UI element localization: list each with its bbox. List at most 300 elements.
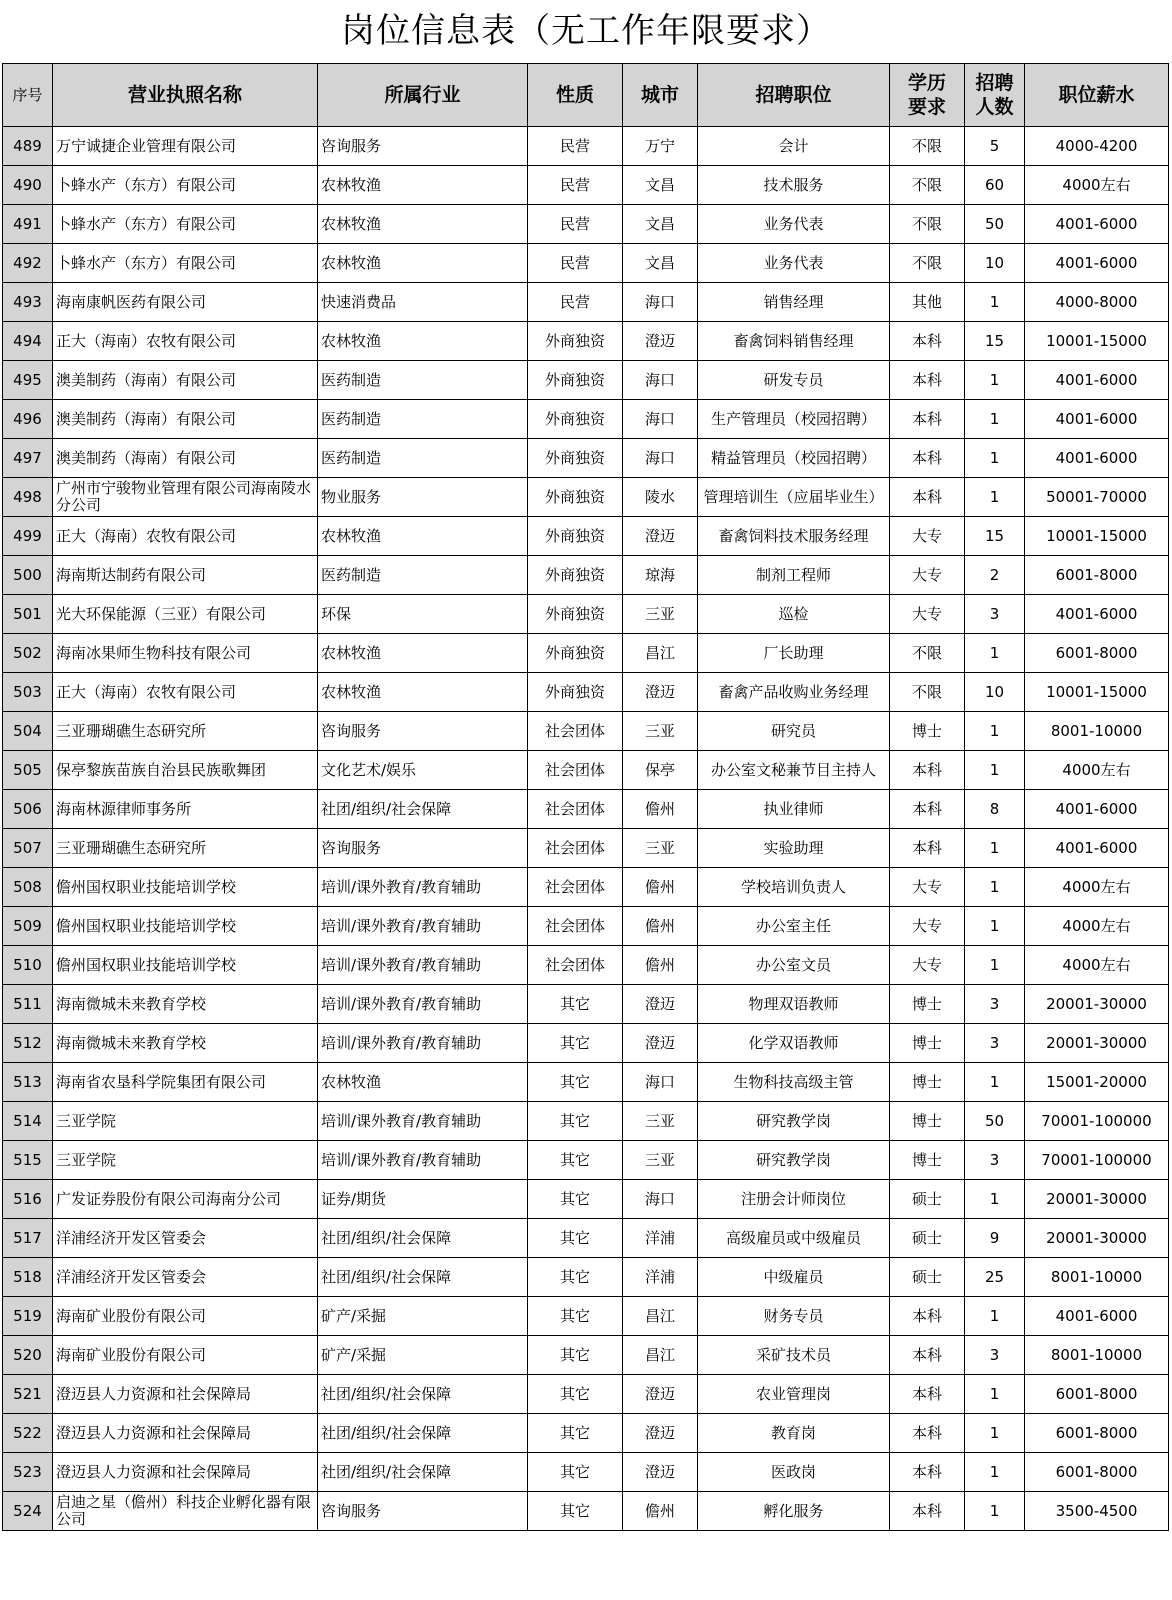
cell-education: 博士 [890,1141,965,1180]
cell-company: 澄迈县人力资源和社会保障局 [53,1453,318,1492]
cell-position: 研究教学岗 [698,1141,890,1180]
cell-education: 博士 [890,985,965,1024]
cell-salary: 4000左右 [1025,946,1169,985]
cell-salary: 4001-6000 [1025,829,1169,868]
cell-salary: 4001-6000 [1025,790,1169,829]
cell-nature: 其它 [528,1492,623,1531]
cell-nature: 其它 [528,1024,623,1063]
cell-headcount: 9 [965,1219,1025,1258]
cell-index: 514 [3,1102,53,1141]
cell-headcount: 3 [965,985,1025,1024]
cell-city: 儋州 [623,946,698,985]
cell-education: 本科 [890,361,965,400]
cell-nature: 民营 [528,244,623,283]
cell-education: 大专 [890,556,965,595]
cell-company: 广发证券股份有限公司海南分公司 [53,1180,318,1219]
cell-salary: 50001-70000 [1025,478,1169,517]
cell-salary: 4001-6000 [1025,400,1169,439]
cell-company: 正大（海南）农牧有限公司 [53,517,318,556]
cell-nature: 外商独资 [528,634,623,673]
cell-company: 万宁诚捷企业管理有限公司 [53,127,318,166]
cell-city: 澄迈 [623,673,698,712]
cell-company: 洋浦经济开发区管委会 [53,1219,318,1258]
cell-nature: 社会团体 [528,907,623,946]
cell-nature: 其它 [528,1141,623,1180]
cell-city: 文昌 [623,205,698,244]
header-industry: 所属行业 [318,64,528,127]
cell-city: 保亭 [623,751,698,790]
cell-nature: 社会团体 [528,829,623,868]
cell-industry: 社团/组织/社会保障 [318,790,528,829]
cell-education: 硕士 [890,1219,965,1258]
cell-nature: 其它 [528,1336,623,1375]
cell-company: 儋州国权职业技能培训学校 [53,946,318,985]
table-row [3,1492,1169,1531]
cell-headcount: 1 [965,751,1025,790]
cell-city: 海口 [623,400,698,439]
cell-headcount: 2 [965,556,1025,595]
cell-nature: 社会团体 [528,868,623,907]
cell-headcount: 1 [965,1414,1025,1453]
table-row [3,322,1169,361]
cell-industry: 培训/课外教育/教育辅助 [318,907,528,946]
cell-position: 实验助理 [698,829,890,868]
cell-education: 本科 [890,1336,965,1375]
cell-salary: 4001-6000 [1025,439,1169,478]
table-row [3,868,1169,907]
cell-salary: 4001-6000 [1025,595,1169,634]
cell-industry: 培训/课外教育/教育辅助 [318,946,528,985]
cell-education: 本科 [890,790,965,829]
cell-index: 494 [3,322,53,361]
cell-nature: 民营 [528,166,623,205]
cell-position: 研究员 [698,712,890,751]
cell-industry: 农林牧渔 [318,634,528,673]
cell-company: 海南斯达制药有限公司 [53,556,318,595]
header-index: 序号 [3,64,53,127]
cell-position: 学校培训负责人 [698,868,890,907]
cell-headcount: 50 [965,205,1025,244]
cell-salary: 10001-15000 [1025,673,1169,712]
cell-company: 三亚学院 [53,1141,318,1180]
cell-headcount: 3 [965,1336,1025,1375]
cell-index: 493 [3,283,53,322]
cell-headcount: 15 [965,322,1025,361]
cell-nature: 外商独资 [528,595,623,634]
cell-index: 489 [3,127,53,166]
cell-position: 办公室主任 [698,907,890,946]
table-row [3,478,1169,517]
cell-headcount: 1 [965,712,1025,751]
cell-position: 制剂工程师 [698,556,890,595]
cell-index: 498 [3,478,53,517]
cell-salary: 4000-8000 [1025,283,1169,322]
cell-city: 陵水 [623,478,698,517]
header-company: 营业执照名称 [53,64,318,127]
cell-company: 儋州国权职业技能培训学校 [53,868,318,907]
cell-company: 卜蜂水产（东方）有限公司 [53,244,318,283]
cell-position: 化学双语教师 [698,1024,890,1063]
cell-index: 497 [3,439,53,478]
cell-industry: 咨询服务 [318,829,528,868]
cell-index: 501 [3,595,53,634]
table-row [3,829,1169,868]
cell-index: 522 [3,1414,53,1453]
cell-nature: 外商独资 [528,517,623,556]
page-title: 岗位信息表（无工作年限要求） [341,11,831,51]
cell-headcount: 1 [965,439,1025,478]
cell-headcount: 1 [965,1492,1025,1531]
cell-education: 硕士 [890,1258,965,1297]
cell-education: 博士 [890,1024,965,1063]
cell-salary: 4000-4200 [1025,127,1169,166]
cell-salary: 70001-100000 [1025,1102,1169,1141]
cell-salary: 8001-10000 [1025,712,1169,751]
cell-city: 儋州 [623,868,698,907]
cell-index: 507 [3,829,53,868]
cell-position: 采矿技术员 [698,1336,890,1375]
table-header-row [3,64,1169,127]
header-salary: 职位薪水 [1025,64,1169,127]
cell-position: 畜禽饲料技术服务经理 [698,517,890,556]
cell-company: 三亚学院 [53,1102,318,1141]
table-row [3,1141,1169,1180]
cell-education: 大专 [890,595,965,634]
cell-city: 洋浦 [623,1258,698,1297]
cell-salary: 70001-100000 [1025,1141,1169,1180]
table-row [3,985,1169,1024]
cell-industry: 农林牧渔 [318,244,528,283]
cell-education: 硕士 [890,1180,965,1219]
job-table [2,63,1169,1531]
cell-company: 海南林源律师事务所 [53,790,318,829]
cell-salary: 6001-8000 [1025,634,1169,673]
cell-nature: 其它 [528,1297,623,1336]
cell-index: 492 [3,244,53,283]
cell-city: 昌江 [623,634,698,673]
table-row [3,166,1169,205]
cell-nature: 外商独资 [528,439,623,478]
cell-company: 澳美制药（海南）有限公司 [53,361,318,400]
cell-salary: 10001-15000 [1025,322,1169,361]
cell-headcount: 1 [965,946,1025,985]
cell-nature: 外商独资 [528,478,623,517]
cell-nature: 其它 [528,1102,623,1141]
cell-education: 本科 [890,1453,965,1492]
cell-industry: 社团/组织/社会保障 [318,1219,528,1258]
cell-salary: 8001-10000 [1025,1258,1169,1297]
cell-index: 523 [3,1453,53,1492]
cell-nature: 其它 [528,985,623,1024]
header-city: 城市 [623,64,698,127]
header-education: 学历要求 [890,64,965,127]
cell-index: 521 [3,1375,53,1414]
cell-industry: 环保 [318,595,528,634]
table-row [3,1102,1169,1141]
cell-company: 启迪之星（儋州）科技企业孵化器有限公司 [53,1492,318,1531]
cell-index: 520 [3,1336,53,1375]
cell-company: 三亚珊瑚礁生态研究所 [53,712,318,751]
table-row [3,1297,1169,1336]
cell-index: 516 [3,1180,53,1219]
cell-nature: 外商独资 [528,556,623,595]
table-row [3,946,1169,985]
table-row [3,673,1169,712]
table-row [3,907,1169,946]
cell-headcount: 10 [965,673,1025,712]
cell-city: 琼海 [623,556,698,595]
cell-company: 三亚珊瑚礁生态研究所 [53,829,318,868]
cell-nature: 其它 [528,1258,623,1297]
cell-nature: 其它 [528,1219,623,1258]
cell-industry: 农林牧渔 [318,517,528,556]
cell-company: 光大环保能源（三亚）有限公司 [53,595,318,634]
cell-salary: 6001-8000 [1025,1414,1169,1453]
cell-position: 注册会计师岗位 [698,1180,890,1219]
cell-company: 海南冰果师生物科技有限公司 [53,634,318,673]
cell-city: 海口 [623,1180,698,1219]
cell-index: 511 [3,985,53,1024]
cell-position: 业务代表 [698,205,890,244]
cell-industry: 农林牧渔 [318,673,528,712]
cell-salary: 10001-15000 [1025,517,1169,556]
cell-salary: 15001-20000 [1025,1063,1169,1102]
cell-city: 澄迈 [623,1414,698,1453]
cell-index: 518 [3,1258,53,1297]
cell-company: 卜蜂水产（东方）有限公司 [53,166,318,205]
table-row [3,1453,1169,1492]
cell-position: 办公室文秘兼节目主持人 [698,751,890,790]
cell-index: 508 [3,868,53,907]
cell-industry: 农林牧渔 [318,322,528,361]
cell-position: 业务代表 [698,244,890,283]
cell-company: 广州市宁骏物业管理有限公司海南陵水分公司 [53,478,318,517]
cell-salary: 4001-6000 [1025,205,1169,244]
cell-city: 三亚 [623,1141,698,1180]
cell-company: 海南省农垦科学院集团有限公司 [53,1063,318,1102]
cell-position: 畜禽产品收购业务经理 [698,673,890,712]
cell-education: 大专 [890,946,965,985]
cell-city: 儋州 [623,1492,698,1531]
cell-salary: 4000左右 [1025,907,1169,946]
cell-industry: 证券/期货 [318,1180,528,1219]
cell-salary: 6001-8000 [1025,556,1169,595]
cell-headcount: 1 [965,361,1025,400]
cell-nature: 其它 [528,1180,623,1219]
cell-industry: 医药制造 [318,556,528,595]
cell-headcount: 1 [965,1063,1025,1102]
cell-education: 不限 [890,634,965,673]
cell-position: 生物科技高级主管 [698,1063,890,1102]
cell-nature: 其它 [528,1375,623,1414]
cell-education: 大专 [890,868,965,907]
cell-industry: 社团/组织/社会保障 [318,1375,528,1414]
cell-education: 本科 [890,751,965,790]
cell-industry: 培训/课外教育/教育辅助 [318,1141,528,1180]
table-row [3,1375,1169,1414]
cell-company: 正大（海南）农牧有限公司 [53,673,318,712]
cell-index: 503 [3,673,53,712]
header-nature: 性质 [528,64,623,127]
cell-headcount: 3 [965,1141,1025,1180]
cell-headcount: 1 [965,1297,1025,1336]
cell-city: 三亚 [623,712,698,751]
cell-industry: 医药制造 [318,361,528,400]
table-row [3,595,1169,634]
cell-industry: 农林牧渔 [318,166,528,205]
cell-city: 万宁 [623,127,698,166]
cell-index: 499 [3,517,53,556]
table-row [3,790,1169,829]
cell-education: 本科 [890,1375,965,1414]
cell-industry: 物业服务 [318,478,528,517]
cell-industry: 咨询服务 [318,127,528,166]
cell-index: 513 [3,1063,53,1102]
cell-city: 文昌 [623,244,698,283]
cell-position: 管理培训生（应届毕业生） [698,478,890,517]
cell-education: 本科 [890,478,965,517]
cell-nature: 其它 [528,1414,623,1453]
cell-index: 509 [3,907,53,946]
cell-salary: 20001-30000 [1025,1180,1169,1219]
cell-industry: 农林牧渔 [318,205,528,244]
cell-position: 会计 [698,127,890,166]
cell-salary: 6001-8000 [1025,1375,1169,1414]
cell-company: 海南康帆医药有限公司 [53,283,318,322]
table-row [3,1063,1169,1102]
cell-nature: 外商独资 [528,322,623,361]
cell-industry: 社团/组织/社会保障 [318,1414,528,1453]
table-row [3,1414,1169,1453]
cell-index: 517 [3,1219,53,1258]
table-row [3,361,1169,400]
cell-salary: 4000左右 [1025,166,1169,205]
cell-index: 505 [3,751,53,790]
cell-headcount: 1 [965,400,1025,439]
table-row [3,1024,1169,1063]
cell-nature: 外商独资 [528,361,623,400]
cell-education: 不限 [890,127,965,166]
cell-education: 本科 [890,1414,965,1453]
cell-salary: 20001-30000 [1025,1219,1169,1258]
cell-position: 农业管理岗 [698,1375,890,1414]
cell-city: 洋浦 [623,1219,698,1258]
cell-headcount: 1 [965,634,1025,673]
cell-education: 不限 [890,205,965,244]
cell-industry: 文化艺术/娱乐 [318,751,528,790]
table-row [3,205,1169,244]
cell-position: 技术服务 [698,166,890,205]
cell-index: 512 [3,1024,53,1063]
cell-education: 大专 [890,517,965,556]
cell-industry: 社团/组织/社会保障 [318,1258,528,1297]
cell-index: 510 [3,946,53,985]
cell-city: 三亚 [623,829,698,868]
cell-headcount: 10 [965,244,1025,283]
cell-company: 海南微城未来教育学校 [53,985,318,1024]
cell-industry: 培训/课外教育/教育辅助 [318,1024,528,1063]
cell-headcount: 1 [965,1180,1025,1219]
cell-education: 其他 [890,283,965,322]
cell-company: 卜蜂水产（东方）有限公司 [53,205,318,244]
cell-headcount: 5 [965,127,1025,166]
cell-industry: 农林牧渔 [318,1063,528,1102]
cell-salary: 4001-6000 [1025,244,1169,283]
cell-salary: 3500-4500 [1025,1492,1169,1531]
cell-education: 本科 [890,400,965,439]
cell-company: 保亭黎族苗族自治县民族歌舞团 [53,751,318,790]
cell-position: 高级雇员或中级雇员 [698,1219,890,1258]
cell-nature: 社会团体 [528,712,623,751]
cell-nature: 外商独资 [528,400,623,439]
cell-company: 正大（海南）农牧有限公司 [53,322,318,361]
cell-nature: 社会团体 [528,751,623,790]
cell-index: 502 [3,634,53,673]
table-row [3,1219,1169,1258]
cell-headcount: 3 [965,1024,1025,1063]
cell-nature: 民营 [528,127,623,166]
cell-education: 本科 [890,1492,965,1531]
cell-headcount: 50 [965,1102,1025,1141]
cell-salary: 4000左右 [1025,868,1169,907]
cell-city: 昌江 [623,1297,698,1336]
cell-index: 496 [3,400,53,439]
cell-city: 儋州 [623,790,698,829]
cell-company: 澄迈县人力资源和社会保障局 [53,1375,318,1414]
cell-city: 澄迈 [623,1453,698,1492]
cell-headcount: 1 [965,1453,1025,1492]
cell-headcount: 8 [965,790,1025,829]
cell-city: 海口 [623,1063,698,1102]
cell-education: 博士 [890,1102,965,1141]
cell-company: 澳美制药（海南）有限公司 [53,400,318,439]
cell-headcount: 3 [965,595,1025,634]
cell-education: 本科 [890,829,965,868]
cell-index: 506 [3,790,53,829]
cell-headcount: 1 [965,283,1025,322]
cell-industry: 培训/课外教育/教育辅助 [318,985,528,1024]
table-row [3,283,1169,322]
cell-position: 巡检 [698,595,890,634]
cell-industry: 医药制造 [318,400,528,439]
table-row [3,439,1169,478]
cell-industry: 快速消费品 [318,283,528,322]
cell-index: 519 [3,1297,53,1336]
cell-position: 医政岗 [698,1453,890,1492]
table-row [3,712,1169,751]
cell-position: 精益管理员（校园招聘） [698,439,890,478]
header-position: 招聘职位 [698,64,890,127]
cell-company: 洋浦经济开发区管委会 [53,1258,318,1297]
cell-city: 澄迈 [623,517,698,556]
cell-headcount: 15 [965,517,1025,556]
table-row [3,1180,1169,1219]
cell-position: 财务专员 [698,1297,890,1336]
cell-nature: 民营 [528,205,623,244]
cell-position: 办公室文员 [698,946,890,985]
cell-city: 海口 [623,439,698,478]
cell-salary: 8001-10000 [1025,1336,1169,1375]
cell-index: 491 [3,205,53,244]
cell-industry: 医药制造 [318,439,528,478]
cell-position: 孵化服务 [698,1492,890,1531]
cell-position: 研究教学岗 [698,1102,890,1141]
cell-company: 海南微城未来教育学校 [53,1024,318,1063]
cell-city: 海口 [623,361,698,400]
table-row [3,1258,1169,1297]
cell-education: 博士 [890,1063,965,1102]
cell-index: 495 [3,361,53,400]
